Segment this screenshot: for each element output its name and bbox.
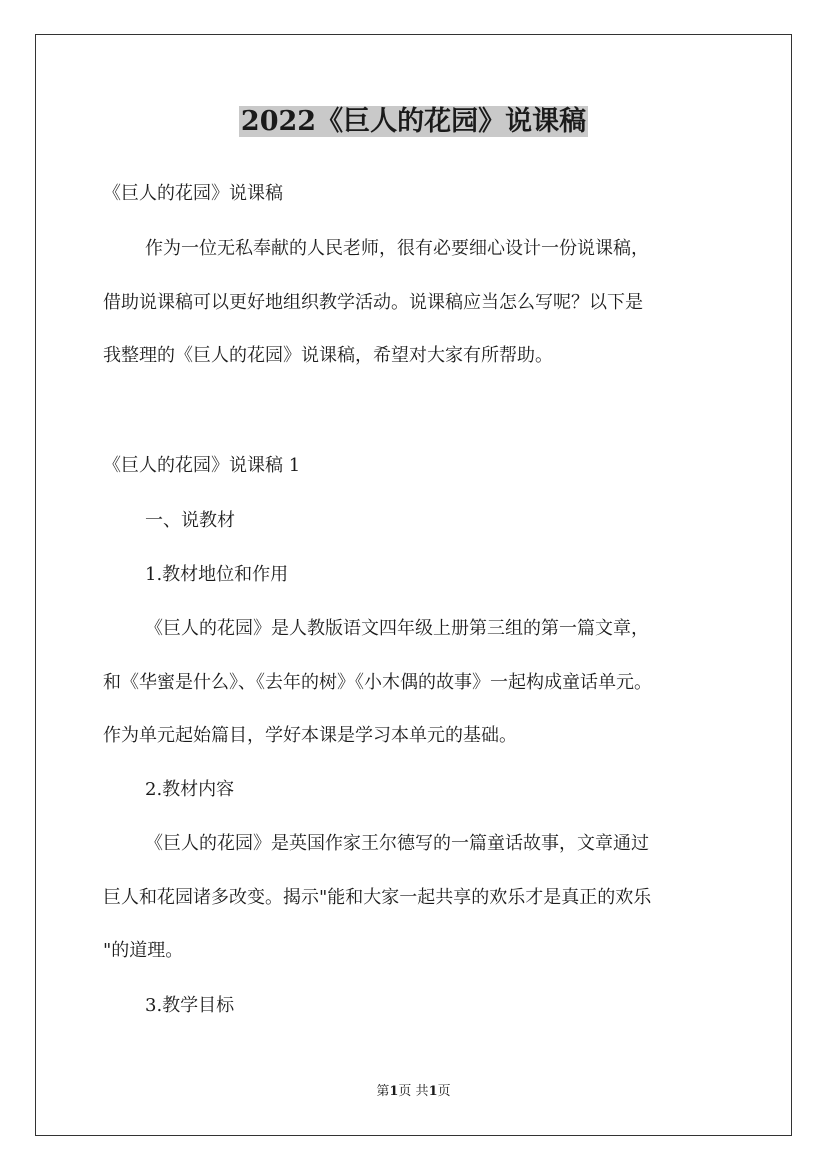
paragraph-line: 《巨人的花园》是英国作家王尔德写的一篇童话故事，文章通过 [145, 833, 649, 854]
page-footer [0, 1083, 827, 1101]
document-title [0, 102, 827, 142]
document-title-text: 2022《巨人的花园》说课稿 [240, 106, 587, 137]
paragraph-line: 《巨人的花园》说课稿 [103, 183, 283, 204]
footer-total-pages: 1 [428, 1084, 438, 1099]
section-heading: 《巨人的花园》说课稿 1 [103, 455, 301, 476]
paragraph-line: 作为一位无私奉献的人民老师，很有必要细心设计一份说课稿， [145, 238, 649, 259]
paragraph-line: 作为单元起始篇目，学好本课是学习本单元的基础。 [103, 725, 517, 746]
subsection-heading: 3.教学目标 [145, 995, 235, 1016]
subsection-heading: 2.教材内容 [145, 779, 235, 800]
paragraph-line: 巨人和花园诸多改变。揭示"能和大家一起共享的欢乐才是真正的欢乐 [103, 887, 652, 908]
footer-suffix: 页 [437, 1084, 451, 1099]
paragraph-line: 《巨人的花园》是人教版语文四年级上册第三组的第一篇文章， [145, 618, 649, 639]
paragraph-line: 借助说课稿可以更好地组织教学活动。说课稿应当怎么写呢？以下是 [103, 292, 643, 313]
footer-prefix: 第 [376, 1084, 390, 1099]
subsection-heading: 1.教材地位和作用 [145, 564, 289, 585]
footer-middle: 页 共 [398, 1084, 429, 1099]
subsection-heading: 一、说教材 [145, 510, 235, 531]
footer-page-number: 1 [389, 1084, 399, 1099]
paragraph-line: "的道理。 [103, 940, 184, 961]
paragraph-line: 我整理的《巨人的花园》说课稿，希望对大家有所帮助。 [103, 345, 553, 366]
paragraph-line: 和《华蜜是什么》、《去年的树》《小木偶的故事》一起构成童话单元。 [103, 672, 652, 693]
